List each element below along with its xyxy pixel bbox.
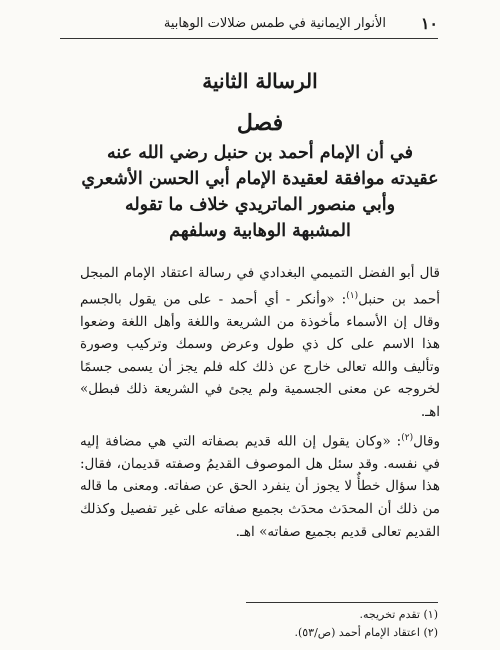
paragraph-2-before-note: وقال: [413, 433, 440, 450]
section-subtitle-line-2: عقيدته موافقة لعقيدة الإمام أبي الحسن الأشعري: [81, 169, 439, 189]
running-title: الأنوار الإيمانية في طمس ضلالات الوهابية: [163, 16, 386, 31]
paragraph-2-after-note: : «وكان يقول إن الله قديم بصفاته التي هي مضافة إليه في نفسه. وقد سئل هل الموصوف القديمُ وصفته قديمان، فقال: هذا سؤال خطأٌ لا يجوز أن ينفرد الحق عن صفاته. ومعنى ما قاله من ذلك أن المحدَث محدَث بجميع صفاته على غير تفصيل وكذلك القديم تعالى قديم بجميع صفاته» اهـ.: [80, 433, 440, 540]
page-number: ١٠: [420, 14, 438, 33]
title-block: [80, 68, 440, 244]
running-header: [60, 14, 438, 39]
footnote-1: (١) تقدم تخريجه.: [359, 608, 438, 621]
paragraph-1-after-note: : «وأنكر - أي أحمد - على من يقول بالجسم وقال إن الأسماء مأخوذة من الشريعة واللغة وأهل اللغة وضعوا هذا الاسم على كل ذي طول وعرض وسمك وتركيب وصورة وتأليف والله تعالى خارج عن ذلك كله فلم يجز أن يسمى جسمًا لخروجه عن معنى الجسمية ولم يجئ في الشريعة ذلك فبطل» اهـ.: [80, 291, 440, 421]
footnote-2: (٢) اعتقاد الإمام أحمد (ص/٥٣).: [294, 626, 438, 639]
treatise-title: الرسالة الثانية: [202, 69, 318, 93]
footnotes: [80, 606, 438, 642]
paragraph-1: [80, 262, 440, 424]
footnote-divider: [246, 602, 438, 603]
section-subtitle-line-1: في أن الإمام أحمد بن حنبل رضي الله عنه: [107, 143, 413, 163]
section-subtitle-line-3: وأبي منصور الماتريدي خلاف ما تقوله: [124, 195, 396, 215]
paragraph-2: [80, 427, 440, 543]
footnote-ref-2: (٢): [401, 432, 414, 443]
body-text: [80, 262, 440, 543]
paragraph-1-before-note: قال أبو الفضل التميمي البغدادي في رسالة اعتقاد الإمام المبجل أحمد بن حنبل: [80, 265, 440, 308]
section-subtitle-line-4: المشبهة الوهابية وسلفهم: [169, 221, 351, 241]
footnote-ref-1: (١): [346, 290, 359, 301]
section-heading: فصل: [236, 110, 284, 136]
